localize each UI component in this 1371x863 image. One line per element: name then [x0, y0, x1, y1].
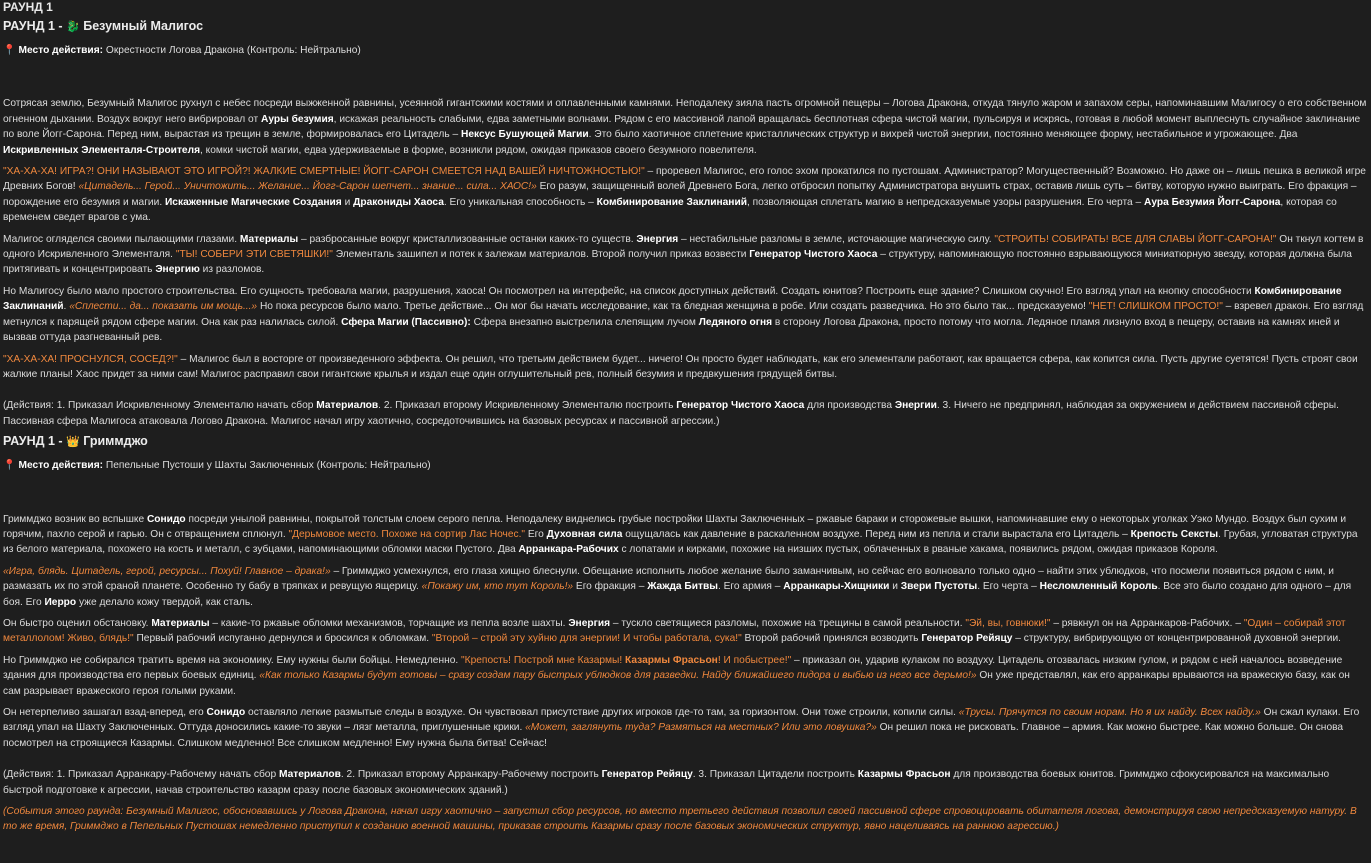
text-run: и	[341, 196, 354, 208]
text-run: Но Гриммджо не собирался тратить время на экономику. Ему нужны были бойцы. Немедленно.	[3, 654, 462, 666]
text-run: Он решил пока не рисковать. Главное – армия. Как можно быстрее. Как можно больше. Он снова посмотрел на строящиеся Казармы. Слишком медленно! Все слишком медленно! Ему нужна была битва! Сейчас!	[3, 722, 1344, 749]
text-run: . Его армия –	[717, 581, 784, 593]
quote-text: «Может, заглянуть туда? Размяться на местных? Или это ловушка?»	[525, 722, 877, 734]
text-run: Сотрясая землю, Безумный Малигос рухнул с небес посреди выжженной равнины, усеянной гигантскими костями и оплавленными камнями. Неподалеку зияла пасть огромной пещеры – Логова Дракона, откуда тянуло жаром и запахом серы, напоминавшим Малигосу о его собственном огненном дыхании. Воздух вокруг него вибрировал от	[3, 98, 1367, 125]
bold-term: Несломленный Король	[1039, 581, 1158, 593]
bold-term: Духовная сила	[546, 528, 623, 540]
bold-term: Аура Безумия Йогг-Сарона	[1144, 196, 1281, 208]
bold-term: Казармы Фрасьон	[857, 769, 951, 781]
quote-text: «Игра, блядь. Цитадель, герой, ресурсы... Похуй! Главное – драка!»	[3, 565, 331, 577]
text-run: оставляло легкие размытые следы в воздухе. Он чувствовал присутствие других игроков где-то там, за горизонтом. Они тоже строили, копили силы.	[245, 707, 959, 718]
bold-term: Комбинирование Заклинаний	[3, 285, 1342, 313]
bold-term: Арранкара-Рабочих	[518, 544, 619, 556]
player-section-maligos	[3, 18, 1368, 429]
text-run: . 2. Приказал второму Арранкару-Рабочему построить	[340, 769, 602, 781]
text-run: . Его уникальная способность –	[443, 196, 597, 208]
story-paragraph	[3, 352, 1368, 383]
text-run: посреди унылой равнины, покрытой толстым слоем серого пепла. Неподалеку виднелись грубые постройки Шахты Заключенных – ржавые бараки и сторожевые вышки, напоминавшие ему о некоторых уголках Уэко Мундо. Воздух был сухим и горячим, пахло серой и гарью. Он с отвращением сплюнул.	[3, 513, 1347, 540]
text-run: – какие-то ржавые обломки механизмов, торчащие из пепла возле шахты.	[209, 617, 569, 629]
player-title	[3, 433, 1368, 450]
text-run: . 3. Ничего не предпринял, наблюдая за окружением и действием пассивной сферы. Пассивная сфера Малигоса атаковала Логово Дракона. Малигос начал игру хаотично, сосредоточившись на базовых ресурсах и пассивной агрессии.)	[3, 400, 1339, 427]
text-run: для производства боевых юнитов. Гриммджо сфокусировался на максимально быстрой подготовке к агрессии, начав строительство казарм сразу после базовых экономических зданий.)	[3, 769, 1330, 796]
text-run: для производства	[804, 400, 895, 412]
text-run: (Действия: 1. Приказал Арранкару-Рабочему начать сбор	[3, 769, 279, 781]
text-run: – нестабильные разломы в земле, источающие магическую силу.	[678, 233, 995, 245]
location-line	[3, 458, 1368, 473]
text-run: Но пока ресурсов было мало. Третье действие... Он мог бы начать исследование, как та бледная женщина в робе. Или создать разведчика. Но это было так... предсказуемо!	[257, 301, 1089, 313]
text-run: Но Малигосу было мало простого строительства. Его сущность требовала магии, разрушения, хаоса! Он посмотрел на интерфейс, на список доступных действий. Создать юнитов? Построить еще здание? Слишком скучно! Его взгляд упал на кнопку способности	[3, 285, 1255, 297]
story-paragraph	[3, 653, 1368, 699]
quote-text: "Один – собирай этот металлолом! Живо, блядь!"	[3, 617, 1346, 645]
bold-term: Энергию	[155, 264, 200, 276]
text-run: Его фракция –	[573, 581, 648, 593]
text-run: Второй рабочий принялся возводить	[741, 633, 922, 645]
quote-text: «Покажу им, кто тут Король!»	[421, 581, 574, 593]
bold-term: Генератор Рейяцу	[921, 633, 1013, 645]
text-run: Он сжал кулаки. Его взгляд упал на Шахту Заключенных. Оттуда доносились какие-то звуки – лязг металла, приглушенные крики.	[3, 707, 1360, 734]
story-paragraph	[3, 512, 1368, 558]
bold-term: Материалов	[316, 400, 379, 412]
quote-text: «Цитадель... Герой... Уничтожить... Желание... Йогг-Сарон шепчет... знание... сила... ХАОС!»	[78, 181, 537, 193]
bold-term: Материалов	[278, 769, 341, 781]
story-paragraph	[3, 564, 1368, 610]
text-run: и	[889, 581, 901, 593]
quote-text: "Второй – строй эту хуйню для энергии! И чтобы работала, сука!"	[431, 633, 742, 645]
bold-term: Энергия	[636, 233, 679, 245]
location-value: Пепельные Пустоши у Шахты Заключенных (Контроль: Нейтрально)	[105, 460, 431, 472]
text-run: в сторону Логова Дракона, просто потому что могла. Ледяное пламя лизнуло вход в пещеру, оставив на камнях иней и вызвав оттуда разгневанный рев.	[3, 316, 1340, 344]
bold-term: Энергии	[894, 400, 937, 412]
bold-term: Комбинирование Заклинаний	[596, 196, 747, 208]
player-title	[3, 18, 1368, 35]
bold-term: Сонидо	[206, 707, 246, 718]
text-run: с лопатами и кирками, похожие на низших пустых, облаченных в рваные хакама, появились рядом, ожидая приказов Короля.	[618, 544, 1218, 556]
text-run: , которая со временем сведет врагов с ума.	[3, 196, 1337, 224]
text-run: Он уже представлял, как его арранкары врываются на вражескую базу, как он сам разрывает вражеского героя голыми руками.	[3, 670, 1350, 697]
text-run: из разломов.	[199, 264, 265, 276]
pushpin-icon: 📍	[3, 45, 16, 56]
text-run: – структуру, напоминающую постоянно взрывающуюся миниатюрную звезду, которая должна была притягивать и концентрировать	[3, 249, 1352, 276]
text-run: . Все это было создано для одного – для боя. Его	[3, 581, 1352, 608]
player-name: Безумный Малигос	[83, 19, 204, 33]
player-name: Гриммджо	[83, 434, 148, 449]
bold-term: Жажда Битвы	[647, 581, 718, 593]
bold-term: Иерро	[44, 596, 77, 608]
pushpin-icon: 📍	[3, 460, 16, 472]
bold-term: Искривленных Элементаля-Строителя	[3, 144, 201, 156]
crown-icon: 👑	[66, 436, 80, 449]
text-run: . Грубая, угловатая структура из белого материала, похожего на кость и металл, с зубцами, напоминающими обломки маски Пустого. Два	[3, 528, 1358, 556]
bold-term: Ауры безумия	[260, 113, 334, 125]
location-label: Место действия:	[18, 460, 104, 472]
location-label: Место действия:	[18, 45, 104, 56]
text-run: . Это было хаотичное сплетение кристаллических структур и вихрей чистой энергии, постоянно меняющее форму, нестабильное и угрожающее. Два	[588, 129, 1298, 141]
quote-text: "ТЫ! СОБЕРИ ЭТИ СВЕТЯШКИ!"	[175, 249, 333, 261]
dragon-icon: 🐉	[66, 21, 80, 33]
story-paragraph	[3, 164, 1368, 226]
text-run: Он нетерпеливо зашагал взад-вперед, его	[3, 707, 207, 718]
quote-text: "НЕТ! СЛИШКОМ ПРОСТО!"	[1088, 301, 1223, 313]
quote-text: "СТРОИТЬ! СОБИРАТЬ! ВСЕ ДЛЯ СЛАВЫ ЙОГГ-САРОНА!"	[994, 233, 1277, 245]
bold-term: Генератор Рейяцу	[601, 769, 693, 781]
quote-text: ! И побыстрее!"	[717, 654, 792, 666]
round-header: РАУНД 1	[3, 0, 53, 14]
text-run: Его разум, защищенный волей Древнего Бога, легко отбросил попытку Администратора внушить страх, оставив лишь суть – битву, которую нужно выиграть. Его фракция – порождение его безумия и магии.	[3, 181, 1357, 208]
bold-term: Крепость Сексты	[1130, 528, 1219, 540]
quote-text: «Как только Казармы будут готовы – сразу создам пару быстрых ублюдков для разведки. Найду ближайшего пидора и выбью из него все дерьмо!»	[259, 670, 977, 682]
actions-summary	[3, 767, 1368, 798]
story-paragraph	[3, 616, 1368, 647]
player-section-grimmjow	[3, 433, 1368, 798]
text-run: Малигос огляделся своими пылающими глазами.	[3, 233, 240, 245]
text-run: . Его черта –	[977, 581, 1040, 593]
text-run: Гриммджо возник во вспышке	[3, 513, 147, 525]
bold-term: Генератор Чистого Хаоса	[749, 249, 878, 261]
text-run: – взревел дракон. Его взгляд метнулся к парящей рядом сфере магии. Она как раз налилась силой.	[3, 301, 1364, 328]
text-run: – тускло светящиеся разломы, похожие на трещины в самой реальности.	[610, 617, 966, 629]
quote-text: «Трусы. Прячутся по своим норам. Но я их найду. Всех найду.»	[958, 707, 1261, 718]
text-run: ощущалась как давление в раскаленном воздухе. Перед ним из пепла и стали вырастала его Цитадель –	[622, 528, 1131, 540]
text-run: – рявкнул он на Арранкаров-Рабочих. –	[1050, 617, 1244, 629]
text-run: – проревел Малигос, его голос эхом прокатился по пустошам. Администратор? Могущественный? Возможно. Но даже он – лишь пешка в великой игре Древних Богов!	[3, 166, 1366, 193]
text-run: . 2. Приказал второму Искривленному Элементалю построить	[378, 400, 677, 412]
quote-text: «Сплести... да... показать им мощь...»	[69, 301, 258, 313]
quote-text: "ХА-ХА-ХА! ИГРА?! ОНИ НАЗЫВАЮТ ЭТО ИГРОЙ?! ЖАЛКИЕ СМЕРТНЫЕ! ЙОГГ-САРОН СМЕЕТСЯ НАД ВАШЕЙ НИЧТОЖНОСТЬЮ!"	[3, 166, 645, 178]
bold-term: Сонидо	[146, 513, 186, 525]
text-run: – Гриммджо усмехнулся, его глаза хищно блеснули. Обещание исполнить любое желание было заманчивым, но сейчас его волновало только одно – найти этих ублюдков, что посмели появиться рядом с ним, и размазать их по этой сраной планете. Особенно ту бабу в тряпках и ревущую ящерицу.	[3, 565, 1334, 593]
text-run: .	[63, 301, 70, 313]
text-run: уже делало кожу твердой, как сталь.	[76, 596, 253, 608]
story-paragraph	[3, 705, 1368, 751]
story-paragraph	[3, 96, 1368, 158]
story-paragraph	[3, 284, 1368, 346]
player-title-prefix: РАУНД 1 -	[3, 434, 63, 449]
round-events: (События этого раунда: Безумный Малигос, обосновавшись у Логова Дракона, начал игру хаотично – запустил сбор ресурсов, но вместо третьего действия позволил своей пассивной сфере спровоцировать обитателя логова, демонстрируя свою непредсказуемую натуру. В то же время, Гриммджо в Пепельных Пустошах немедленно приступил к созданию военной машины, приказав строить Казармы сразу после базовых экономических структур, явно нацеливаясь на раннюю агрессию.)	[3, 806, 1357, 833]
bold-term: Дракониды Хаоса	[353, 196, 444, 208]
location-value: Окрестности Логова Дракона (Контроль: Нейтрально)	[105, 45, 361, 56]
bold-term: Генератор Чистого Хаоса	[676, 400, 805, 412]
quote-text: Казармы Фрасьон	[625, 654, 718, 666]
bold-term: Ледяного огня	[698, 316, 773, 328]
text-run: – структуру, вибрирующую от концентрированной духовной энергии.	[1012, 633, 1341, 645]
text-run: , комки чистой магии, едва удерживаемые в форме, возникли рядом, ожидая приказов своего безумного повелителя.	[200, 144, 757, 156]
text-run: Он ткнул когтем в одного Искривленного Элементаля.	[3, 233, 1364, 261]
text-run: (Действия: 1. Приказал Искривленному Элементалю начать сбор	[3, 400, 317, 412]
bold-term: Арранкары-Хищники	[783, 581, 890, 593]
bold-term: Материалы	[239, 233, 299, 245]
bold-term: Энергия	[568, 617, 611, 629]
text-run: – разбросанные вокруг кристаллизованные останки каких-то существ.	[298, 233, 637, 245]
player-title-prefix: РАУНД 1 -	[3, 19, 63, 33]
text-run: . 3. Приказал Цитадели построить	[692, 769, 858, 781]
story-paragraph	[3, 232, 1368, 278]
bold-term: Нексус Бушующей Магии	[460, 129, 589, 141]
text-run: Элементаль зашипел и потек к залежам материалов. Второй получил приказ возвести	[332, 249, 750, 261]
location-line	[3, 43, 1368, 58]
quote-text: "Эй, вы, говнюки!"	[965, 617, 1051, 629]
quote-text: "ХА-ХА-ХА! ПРОСНУЛСЯ, СОСЕД?!"	[3, 353, 178, 365]
text-run: Он быстро оценил обстановку.	[3, 617, 152, 629]
text-run: Его	[525, 528, 547, 540]
bold-term: Материалы	[151, 617, 210, 629]
text-run: Сфера внезапно выстрелила слепящим лучом	[470, 316, 699, 328]
text-run: – приказал он, ударив кулаком по воздуху. Цитадель отозвалась низким гулом, и рядом с ней началось возведение здания для производства его первых боевых единиц.	[3, 654, 1343, 682]
actions-summary	[3, 398, 1368, 429]
bold-term: Звери Пустоты	[900, 581, 978, 593]
text-run: , искажая реальность слабыми, едва заметными волнами. Рядом с его массивной лапой вращалась бесплотная сфера чистой магии, пульсируя и искрясь, готовая в любой момент выплеснуть случайное заклинание по воле Йогг-Сарона. Перед ним, вырастая из трещин в земле, формировалась его Цитадель –	[3, 113, 1361, 141]
text-run: , позволяющая сплетать магию в непредсказуемые узоры разрушения. Его черта –	[746, 196, 1145, 208]
text-run: Первый рабочий испуганно дернулся и бросился к обломкам.	[133, 633, 432, 645]
bold-term: Искаженные Магические Создания	[164, 196, 342, 208]
quote-text: "Дерьмовое место. Похоже на сортир Лас Ночес."	[288, 528, 526, 540]
text-run: – Малигос был в восторге от произведенного эффекта. Он решил, что третьим действием будет... ничего! Он просто будет наблюдать, как его элементали работают, как вращается сфера, как копится сила. Пусть другие суетятся! Пусть строят свои жалкие планы! Хаос придет за ними сам! Малигос расправил свои гигантские крылья и издал еще один оглушительный рев, полный безумия и предвкушения грядущей битвы.	[3, 353, 1358, 380]
quote-text: "Крепость! Построй мне Казармы!	[461, 654, 626, 666]
bold-term: Сфера Магии (Пассивно):	[341, 316, 471, 328]
